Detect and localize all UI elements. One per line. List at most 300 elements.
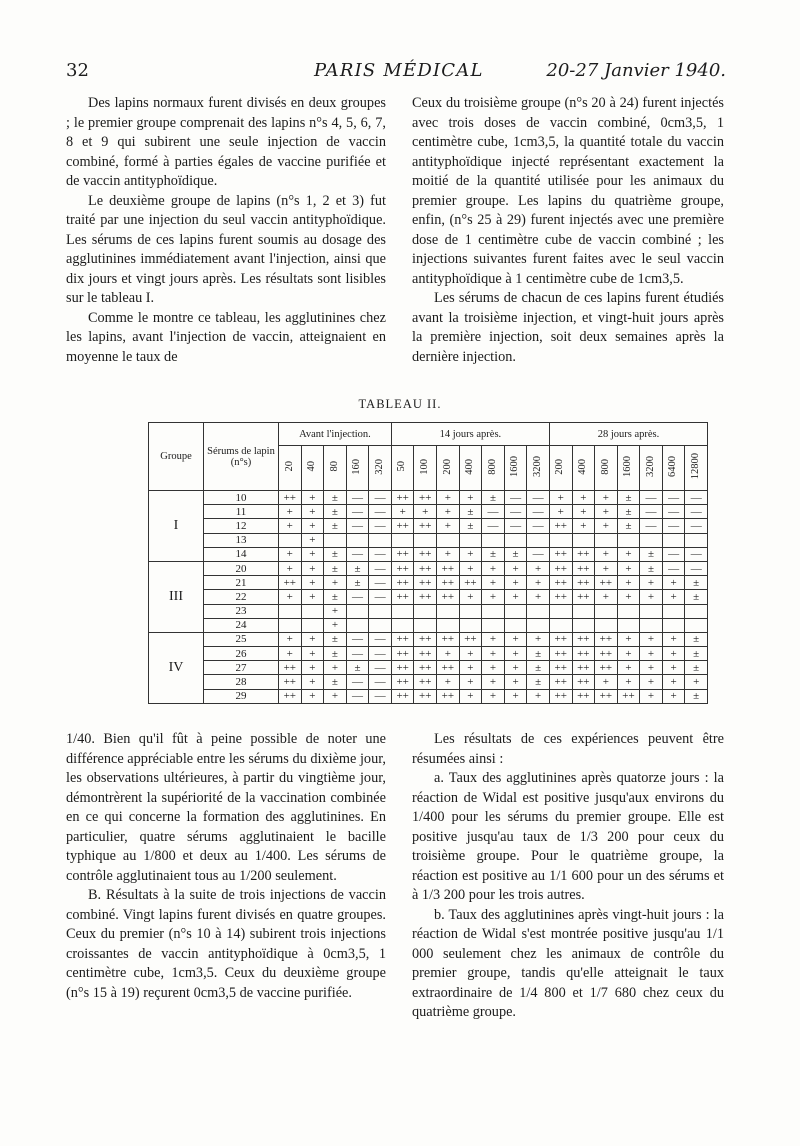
- result-cell: ++: [549, 547, 572, 561]
- result-cell: +: [391, 505, 414, 519]
- result-cell: —: [369, 689, 392, 703]
- table-row: [149, 647, 708, 661]
- result-cell: +: [527, 689, 550, 703]
- dilution-header-j28: [595, 446, 618, 491]
- result-cell: ±: [324, 632, 347, 646]
- result-cell: ++: [437, 576, 460, 590]
- result-cell: [572, 618, 595, 632]
- table-row: [149, 689, 708, 703]
- result-cell: +: [640, 590, 663, 604]
- result-cell: +: [527, 590, 550, 604]
- result-cell: [369, 618, 392, 632]
- result-cell: ++: [414, 491, 437, 505]
- result-cell: [504, 618, 527, 632]
- table-row: [149, 675, 708, 689]
- result-cell: [549, 533, 572, 547]
- result-cell: ++: [391, 675, 414, 689]
- table-row: [149, 505, 708, 519]
- result-cell: +: [527, 561, 550, 575]
- result-cell: +: [437, 505, 460, 519]
- result-cell: ++: [391, 547, 414, 561]
- result-cell: ±: [324, 590, 347, 604]
- agglutinin-table: [148, 422, 708, 704]
- paragraph: Ceux du troisième groupe (n°s 20 à 24) furent injectés avec trois doses de vaccin combiné, 0cm3,5, 1 centimètre cube, 1cm3,5, la quantité totale du vaccin antityphoïdique injecté représentant exactement la moitié de la quantité utilisée pour les animaux du premier groupe. Les lapins du quatrième groupe, enfin, (n°s 25 à 29) furent injectés avec une première dose de 1 centimètre cube de vaccin combiné ; les injections suivantes furent faites avec le seul vaccin antityphoïdique à 1 centimètre cube de 1cm3,5.: [412, 95, 724, 287]
- result-cell: +: [324, 618, 347, 632]
- result-cell: +: [437, 675, 460, 689]
- paragraph: 1/40. Bien qu'il fût à peine possible de noter une différence appréciable entre les sérums du dixième jour, les observations ultérieures, à partir du vingtième jour, démontrèrent la supériorité de la vaccination combinée en ce qui concerne la formation des agglutinines. En particulier, quatre sérums agglutinaient le bacille typhique au 1/800 et deux au 1/400. Les sérums de contrôle agglutinaient tous au 1/200 seulement.: [66, 731, 386, 884]
- result-cell: +: [504, 661, 527, 675]
- result-cell: [640, 618, 663, 632]
- result-cell: +: [279, 547, 302, 561]
- dilution-header-avant: [369, 446, 392, 491]
- group-label: IV: [149, 632, 204, 703]
- result-cell: ++: [549, 561, 572, 575]
- serum-number: 28: [204, 675, 279, 689]
- dilution-header-j14: [527, 446, 550, 491]
- result-cell: ±: [346, 576, 369, 590]
- result-cell: +: [301, 491, 324, 505]
- table-row: [149, 604, 708, 618]
- result-cell: —: [662, 547, 685, 561]
- result-cell: +: [640, 689, 663, 703]
- result-cell: [369, 604, 392, 618]
- result-cell: ±: [640, 547, 663, 561]
- result-cell: [640, 533, 663, 547]
- result-cell: ±: [685, 689, 708, 703]
- result-cell: +: [662, 647, 685, 661]
- result-cell: ++: [572, 647, 595, 661]
- result-cell: ±: [527, 647, 550, 661]
- result-cell: +: [459, 675, 482, 689]
- table-row: [149, 576, 708, 590]
- result-cell: [617, 618, 640, 632]
- result-cell: —: [482, 505, 505, 519]
- result-cell: ++: [459, 576, 482, 590]
- serum-number: 14: [204, 547, 279, 561]
- dilution-label: 3200: [644, 456, 656, 477]
- result-cell: +: [301, 505, 324, 519]
- result-cell: [527, 533, 550, 547]
- result-cell: [391, 533, 414, 547]
- result-cell: ±: [640, 561, 663, 575]
- result-cell: [279, 618, 302, 632]
- dilution-label: 200: [441, 458, 453, 475]
- serum-number: 11: [204, 505, 279, 519]
- result-cell: —: [662, 561, 685, 575]
- result-cell: ++: [572, 689, 595, 703]
- avant-header: Avant l'injection.: [279, 423, 392, 446]
- result-cell: ++: [279, 576, 302, 590]
- result-cell: ++: [391, 491, 414, 505]
- result-cell: ++: [391, 632, 414, 646]
- result-cell: [482, 533, 505, 547]
- result-cell: ++: [391, 561, 414, 575]
- result-cell: +: [617, 561, 640, 575]
- dilution-label: 80: [328, 461, 340, 472]
- dilution-header-j28: [640, 446, 663, 491]
- result-cell: +: [572, 519, 595, 533]
- result-cell: ++: [414, 547, 437, 561]
- result-cell: ++: [595, 576, 618, 590]
- result-cell: —: [685, 505, 708, 519]
- serum-header: Sérums de lapin (n°s): [204, 423, 279, 491]
- column-bottom-left: [66, 730, 386, 1003]
- result-cell: +: [437, 519, 460, 533]
- result-cell: ±: [324, 647, 347, 661]
- result-cell: +: [640, 576, 663, 590]
- result-cell: ±: [324, 519, 347, 533]
- result-cell: ±: [482, 547, 505, 561]
- result-cell: +: [301, 647, 324, 661]
- result-cell: ±: [685, 661, 708, 675]
- result-cell: +: [482, 689, 505, 703]
- result-cell: ++: [437, 590, 460, 604]
- result-cell: +: [301, 519, 324, 533]
- result-cell: —: [346, 689, 369, 703]
- table-row: [149, 519, 708, 533]
- result-cell: ++: [595, 689, 618, 703]
- result-cell: [685, 604, 708, 618]
- result-cell: —: [369, 590, 392, 604]
- result-cell: [527, 618, 550, 632]
- issue-date: 20-27 Janvier 1940.: [546, 60, 726, 81]
- result-cell: +: [617, 675, 640, 689]
- dilution-header-j28: [549, 446, 572, 491]
- result-cell: +: [662, 590, 685, 604]
- result-cell: +: [640, 675, 663, 689]
- serum-number: 22: [204, 590, 279, 604]
- result-cell: —: [504, 505, 527, 519]
- result-cell: ++: [572, 576, 595, 590]
- result-cell: —: [662, 491, 685, 505]
- result-cell: ++: [414, 647, 437, 661]
- dilution-label: 6400: [667, 456, 679, 477]
- result-cell: ±: [617, 519, 640, 533]
- result-cell: ±: [482, 491, 505, 505]
- result-cell: [662, 604, 685, 618]
- result-cell: —: [640, 505, 663, 519]
- result-cell: +: [437, 647, 460, 661]
- result-cell: +: [301, 547, 324, 561]
- dilution-label: 3200: [531, 456, 543, 477]
- result-cell: ++: [595, 632, 618, 646]
- result-cell: ±: [685, 576, 708, 590]
- result-cell: ++: [595, 661, 618, 675]
- result-cell: ++: [549, 661, 572, 675]
- result-cell: +: [617, 547, 640, 561]
- result-cell: [301, 604, 324, 618]
- result-cell: +: [279, 561, 302, 575]
- result-cell: ±: [324, 561, 347, 575]
- result-cell: ++: [391, 590, 414, 604]
- result-cell: ++: [414, 675, 437, 689]
- result-cell: ++: [279, 675, 302, 689]
- result-cell: ++: [279, 661, 302, 675]
- result-cell: +: [279, 505, 302, 519]
- result-cell: —: [369, 632, 392, 646]
- dilution-label: 400: [577, 458, 589, 475]
- result-cell: [640, 604, 663, 618]
- result-cell: ++: [549, 689, 572, 703]
- table-row: [149, 533, 708, 547]
- result-cell: ++: [414, 689, 437, 703]
- dilution-header-avant: [346, 446, 369, 491]
- dilution-label: 320: [373, 458, 385, 475]
- result-cell: [459, 604, 482, 618]
- result-cell: +: [640, 647, 663, 661]
- result-cell: +: [595, 491, 618, 505]
- result-cell: ++: [414, 632, 437, 646]
- serum-number: 10: [204, 491, 279, 505]
- dilution-label: 800: [486, 458, 498, 475]
- serum-number: 21: [204, 576, 279, 590]
- result-cell: —: [369, 547, 392, 561]
- result-cell: +: [504, 647, 527, 661]
- serum-number: 27: [204, 661, 279, 675]
- result-cell: [572, 533, 595, 547]
- result-cell: [617, 533, 640, 547]
- table-row: [149, 632, 708, 646]
- result-cell: ++: [572, 590, 595, 604]
- result-cell: ++: [414, 661, 437, 675]
- result-cell: +: [482, 632, 505, 646]
- result-cell: +: [279, 590, 302, 604]
- result-cell: +: [662, 661, 685, 675]
- serum-number: 13: [204, 533, 279, 547]
- result-cell: +: [617, 632, 640, 646]
- result-cell: ±: [346, 661, 369, 675]
- result-cell: —: [685, 519, 708, 533]
- dilution-label: 200: [554, 458, 566, 475]
- result-cell: +: [685, 675, 708, 689]
- result-cell: +: [640, 661, 663, 675]
- result-cell: [595, 533, 618, 547]
- dilution-header-j28: [685, 446, 708, 491]
- journal-title: PARIS MÉDICAL: [314, 60, 484, 81]
- paragraph: b. Taux des agglutinines après vingt-huit jours : la réaction de Widal s'est montrée positive jusqu'au 1/1 000 seulement chez les animaux de contrôle du premier groupe, tandis qu'elle atteignait le taux extraordinaire de 1/4 800 et 1/7 680 chez ceux du quatrième groupe.: [412, 906, 724, 1020]
- result-cell: +: [459, 647, 482, 661]
- result-cell: [549, 618, 572, 632]
- result-cell: +: [324, 604, 347, 618]
- result-cell: [437, 533, 460, 547]
- result-cell: —: [685, 561, 708, 575]
- result-cell: +: [414, 505, 437, 519]
- result-cell: —: [346, 505, 369, 519]
- result-cell: —: [346, 519, 369, 533]
- result-cell: +: [595, 519, 618, 533]
- result-cell: +: [437, 547, 460, 561]
- result-cell: —: [527, 505, 550, 519]
- result-cell: +: [459, 561, 482, 575]
- result-cell: —: [527, 547, 550, 561]
- table-row: [149, 491, 708, 505]
- result-cell: —: [640, 491, 663, 505]
- result-cell: ±: [685, 632, 708, 646]
- result-cell: ±: [685, 647, 708, 661]
- result-cell: —: [640, 519, 663, 533]
- result-cell: —: [346, 647, 369, 661]
- result-cell: [685, 533, 708, 547]
- result-cell: +: [482, 647, 505, 661]
- result-cell: —: [527, 491, 550, 505]
- result-cell: —: [369, 661, 392, 675]
- result-cell: ++: [414, 590, 437, 604]
- paragraph: Les résultats de ces expériences peuvent être résumées ainsi :: [412, 731, 724, 767]
- result-cell: +: [504, 590, 527, 604]
- result-cell: +: [301, 533, 324, 547]
- result-cell: ++: [414, 576, 437, 590]
- result-cell: +: [459, 689, 482, 703]
- result-cell: +: [527, 576, 550, 590]
- dilution-header-avant: [324, 446, 347, 491]
- result-cell: +: [324, 661, 347, 675]
- table-body: [149, 491, 708, 704]
- result-cell: ±: [459, 505, 482, 519]
- dilution-header-j14: [459, 446, 482, 491]
- page-number: 32: [66, 60, 89, 81]
- result-cell: +: [640, 632, 663, 646]
- result-cell: [346, 533, 369, 547]
- result-cell: —: [346, 632, 369, 646]
- result-cell: +: [301, 576, 324, 590]
- result-cell: ±: [324, 547, 347, 561]
- result-cell: —: [346, 590, 369, 604]
- serum-number: 12: [204, 519, 279, 533]
- result-cell: +: [279, 519, 302, 533]
- result-cell: [414, 533, 437, 547]
- result-cell: +: [301, 632, 324, 646]
- paragraph: Comme le montre ce tableau, les agglutinines chez les lapins, avant l'injection de vaccin, atteignaient en moyenne le taux de: [66, 309, 386, 365]
- result-cell: +: [595, 547, 618, 561]
- serum-number: 20: [204, 561, 279, 575]
- dilution-header-avant: [301, 446, 324, 491]
- dilution-header-j14: [482, 446, 505, 491]
- result-cell: [662, 618, 685, 632]
- result-cell: ++: [595, 647, 618, 661]
- result-cell: [279, 604, 302, 618]
- result-cell: +: [617, 647, 640, 661]
- result-cell: [324, 533, 347, 547]
- result-cell: ++: [437, 661, 460, 675]
- dilution-label: 50: [396, 461, 408, 472]
- result-cell: +: [595, 505, 618, 519]
- result-cell: —: [346, 675, 369, 689]
- result-cell: ±: [324, 491, 347, 505]
- result-cell: [595, 604, 618, 618]
- dilution-header-j14: [414, 446, 437, 491]
- result-cell: [459, 533, 482, 547]
- result-cell: +: [549, 505, 572, 519]
- paragraph: B. Résultats à la suite de trois injections de vaccin combiné. Vingt lapins furent divisés en quatre groupes. Ceux du premier (n°s 10 à 14) subirent trois injections croissantes de vaccin antityphoïdique à 0cm3,5, 1 centimètre cube, 1cm3,5. Ceux du deuxième groupe (n°s 15 à 19) reçurent 0cm3,5 de vaccine purifiée.: [66, 887, 386, 1001]
- result-cell: +: [459, 547, 482, 561]
- result-cell: ++: [617, 689, 640, 703]
- result-cell: [369, 533, 392, 547]
- result-cell: +: [459, 661, 482, 675]
- result-cell: +: [595, 561, 618, 575]
- result-cell: —: [346, 491, 369, 505]
- result-cell: ±: [324, 505, 347, 519]
- result-cell: +: [301, 661, 324, 675]
- paragraph: Les sérums de chacun de ces lapins furent étudiés avant la troisième injection, et vingt-huit jours après la première injection, soit deux semaines après la dernière injection.: [412, 290, 724, 365]
- result-cell: [391, 604, 414, 618]
- result-cell: +: [301, 689, 324, 703]
- dilution-header-j14: [391, 446, 414, 491]
- result-cell: ++: [549, 519, 572, 533]
- result-cell: [482, 604, 505, 618]
- result-cell: —: [662, 505, 685, 519]
- result-cell: ++: [549, 647, 572, 661]
- table-row: [149, 618, 708, 632]
- result-cell: ++: [414, 519, 437, 533]
- result-cell: +: [504, 675, 527, 689]
- result-cell: —: [369, 675, 392, 689]
- result-cell: ++: [391, 661, 414, 675]
- dilution-header-j28: [617, 446, 640, 491]
- result-cell: ++: [459, 632, 482, 646]
- result-cell: ++: [549, 632, 572, 646]
- result-cell: ++: [437, 689, 460, 703]
- page-header: [66, 60, 726, 86]
- result-cell: ++: [279, 689, 302, 703]
- result-cell: +: [482, 561, 505, 575]
- result-cell: ++: [549, 675, 572, 689]
- dilution-header-j28: [662, 446, 685, 491]
- result-cell: [346, 604, 369, 618]
- result-cell: [459, 618, 482, 632]
- paragraph: Des lapins normaux furent divisés en deux groupes ; le premier groupe comprenait des lapins n°s 4, 5, 6, 7, 8 et 9 qui subirent une seule injection de vaccin combiné, formé à parties égales de vaccine purifiée et de vaccin antityphoïdique.: [66, 95, 386, 189]
- result-cell: +: [482, 675, 505, 689]
- result-cell: ±: [346, 561, 369, 575]
- paragraph: a. Taux des agglutinines après quatorze jours : la réaction de Widal est positive jusqu'aux environs du 1/400 pour les sérums du premier groupe. Elle est positive jusqu'au taux de 1/3 200 pour ceux du troisième groupe. Pour le quatrième groupe, la réaction est positive au 1/1 600 pour un des sérums et à 1/3 200 pour les trois autres.: [412, 770, 724, 903]
- result-cell: +: [527, 632, 550, 646]
- result-cell: [437, 604, 460, 618]
- serum-number: 23: [204, 604, 279, 618]
- result-cell: [279, 533, 302, 547]
- serum-number: 26: [204, 647, 279, 661]
- table-caption: TABLEAU II.: [358, 397, 442, 411]
- result-cell: +: [504, 576, 527, 590]
- dilution-header-j14: [504, 446, 527, 491]
- result-cell: +: [301, 590, 324, 604]
- result-cell: [482, 618, 505, 632]
- result-cell: +: [482, 590, 505, 604]
- groupe-header: Groupe: [149, 423, 204, 491]
- result-cell: ±: [324, 675, 347, 689]
- result-cell: +: [324, 576, 347, 590]
- result-cell: ++: [391, 576, 414, 590]
- result-cell: [549, 604, 572, 618]
- result-cell: —: [685, 547, 708, 561]
- dilution-label: 100: [419, 458, 430, 475]
- dilution-label: 20: [283, 461, 295, 472]
- result-cell: —: [527, 519, 550, 533]
- result-cell: +: [662, 675, 685, 689]
- result-cell: ++: [279, 491, 302, 505]
- result-cell: +: [504, 561, 527, 575]
- result-cell: [685, 618, 708, 632]
- table-row: [149, 547, 708, 561]
- result-cell: ++: [391, 519, 414, 533]
- result-cell: ±: [527, 675, 550, 689]
- result-cell: [595, 618, 618, 632]
- result-cell: [414, 604, 437, 618]
- result-cell: +: [572, 491, 595, 505]
- result-cell: +: [572, 505, 595, 519]
- table-row: [149, 561, 708, 575]
- group-label: I: [149, 491, 204, 562]
- result-cell: [391, 618, 414, 632]
- result-cell: —: [346, 547, 369, 561]
